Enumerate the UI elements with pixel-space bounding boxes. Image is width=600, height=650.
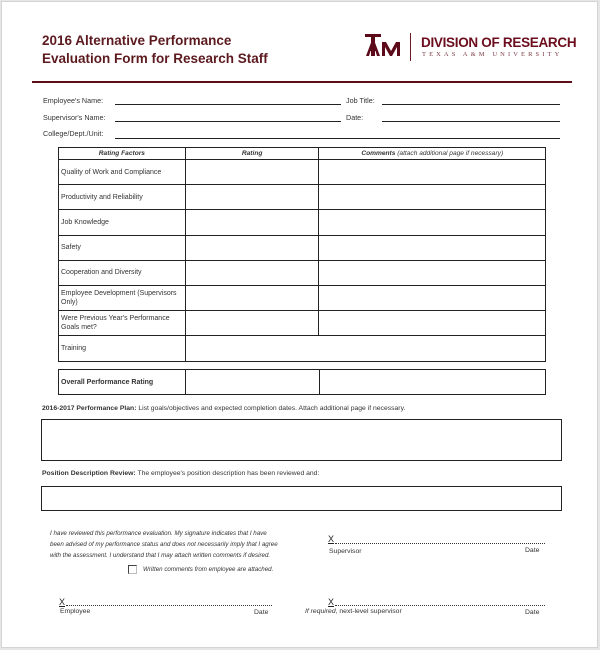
acknowledgement-line2: been advised of my performance status and does not necessarily imply that I agree <box>50 541 278 548</box>
university-name: TEXAS A&M UNIVERSITY <box>422 51 563 58</box>
employee-name-field[interactable] <box>115 104 341 105</box>
rating-factor-label: Training <box>59 336 186 361</box>
next-level-italic: If required <box>305 608 336 615</box>
next-level-rest: , next-level supervisor <box>335 608 402 615</box>
supervisor-name-label: Supervisor's Name: <box>43 113 106 122</box>
college-field[interactable] <box>115 138 560 139</box>
supervisor-x-mark: X <box>328 534 335 544</box>
college-label: College/Dept./Unit: <box>43 129 104 138</box>
comments-input-cell[interactable] <box>319 285 546 310</box>
header-divider <box>32 81 572 83</box>
table-row <box>59 336 546 361</box>
header-rating: Rating <box>185 148 319 160</box>
employee-label: Employee <box>60 608 91 615</box>
form-title-line2: Evaluation Form for Research Staff <box>42 51 268 66</box>
next-level-signature-line[interactable] <box>335 605 545 606</box>
comments-input-cell[interactable] <box>319 185 546 210</box>
training-input-cell[interactable] <box>185 336 545 361</box>
performance-plan-instructions <box>42 405 405 412</box>
atm-logo-icon <box>364 32 406 68</box>
overall-rating-row <box>59 370 546 395</box>
position-review-text: The employee's position description has been reviewed and: <box>137 470 320 477</box>
position-review-instructions <box>42 470 319 477</box>
form-page <box>1 1 598 648</box>
next-level-date-label: Date <box>525 609 540 616</box>
rating-factor-label: Job Knowledge <box>59 210 186 235</box>
rating-input-cell[interactable] <box>185 185 319 210</box>
acknowledgement-line3: with the assessment. I understand that I may attach written comments if desired. <box>50 552 271 559</box>
overall-rating-input[interactable] <box>185 370 319 395</box>
position-review-textarea[interactable] <box>41 486 562 511</box>
supervisor-date-label: Date <box>525 547 540 554</box>
division-name: DIVISION OF RESEARCH <box>421 35 577 50</box>
rating-input-cell[interactable] <box>185 260 319 285</box>
table-row <box>59 235 546 260</box>
comments-input-cell[interactable] <box>319 311 546 336</box>
comments-input-cell[interactable] <box>319 160 546 185</box>
comments-attached-label: Written comments from employee are attached. <box>143 566 274 573</box>
rating-input-cell[interactable] <box>185 235 319 260</box>
supervisor-label: Supervisor <box>329 548 362 555</box>
date-label: Date: <box>346 113 364 122</box>
overall-rating-table <box>58 369 546 395</box>
rating-input-cell[interactable] <box>185 285 319 310</box>
overall-comments-input[interactable] <box>319 370 546 395</box>
comments-input-cell[interactable] <box>319 260 546 285</box>
job-title-field[interactable] <box>382 104 560 105</box>
comments-input-cell[interactable] <box>319 235 546 260</box>
rating-factor-label: Employee Development (Supervisors Only) <box>59 285 186 310</box>
rating-factor-label: Were Previous Year's Performance Goals met? <box>59 311 186 336</box>
next-level-x-mark: X <box>328 597 335 607</box>
rating-factor-label: Cooperation and Diversity <box>59 260 186 285</box>
employee-x-mark: X <box>59 597 66 607</box>
rating-factor-label: Productivity and Reliability <box>59 185 186 210</box>
performance-plan-label: 2016-2017 Performance Plan: <box>42 405 137 412</box>
header-comments: Comments (attach additional page if necessary) <box>319 148 546 160</box>
table-row <box>59 185 546 210</box>
performance-plan-text: List goals/objectives and expected completion dates. Attach additional page if necessary. <box>138 405 406 412</box>
logo-divider <box>410 33 411 61</box>
supervisor-signature-line[interactable] <box>335 543 545 544</box>
table-row <box>59 210 546 235</box>
next-level-supervisor-label <box>305 608 402 615</box>
rating-input-cell[interactable] <box>185 160 319 185</box>
rating-factor-label: Quality of Work and Compliance <box>59 160 186 185</box>
employee-name-label: Employee's Name: <box>43 96 104 105</box>
rating-factor-label: Safety <box>59 235 186 260</box>
table-row <box>59 160 546 185</box>
rating-input-cell[interactable] <box>185 311 319 336</box>
comments-input-cell[interactable] <box>319 210 546 235</box>
supervisor-name-field[interactable] <box>115 121 341 122</box>
table-row <box>59 285 546 310</box>
position-review-label: Position Description Review: <box>42 470 136 477</box>
ratings-table <box>58 147 546 362</box>
employee-date-label: Date <box>254 609 269 616</box>
acknowledgement-line1: I have reviewed this performance evaluation. My signature indicates that I have <box>50 530 267 537</box>
table-row <box>59 260 546 285</box>
acknowledgement-text <box>50 528 278 561</box>
job-title-label: Job Title: <box>346 96 375 105</box>
performance-plan-textarea[interactable] <box>41 419 562 461</box>
table-row <box>59 311 546 336</box>
form-title-line1: 2016 Alternative Performance <box>42 33 232 48</box>
overall-rating-label: Overall Performance Rating <box>59 370 186 395</box>
rating-input-cell[interactable] <box>185 210 319 235</box>
ratings-table-header <box>59 148 546 160</box>
comments-attached-checkbox[interactable] <box>128 565 137 574</box>
header-rating-factors: Rating Factors <box>59 148 186 160</box>
date-field[interactable] <box>382 121 560 122</box>
employee-signature-line[interactable] <box>66 605 272 606</box>
